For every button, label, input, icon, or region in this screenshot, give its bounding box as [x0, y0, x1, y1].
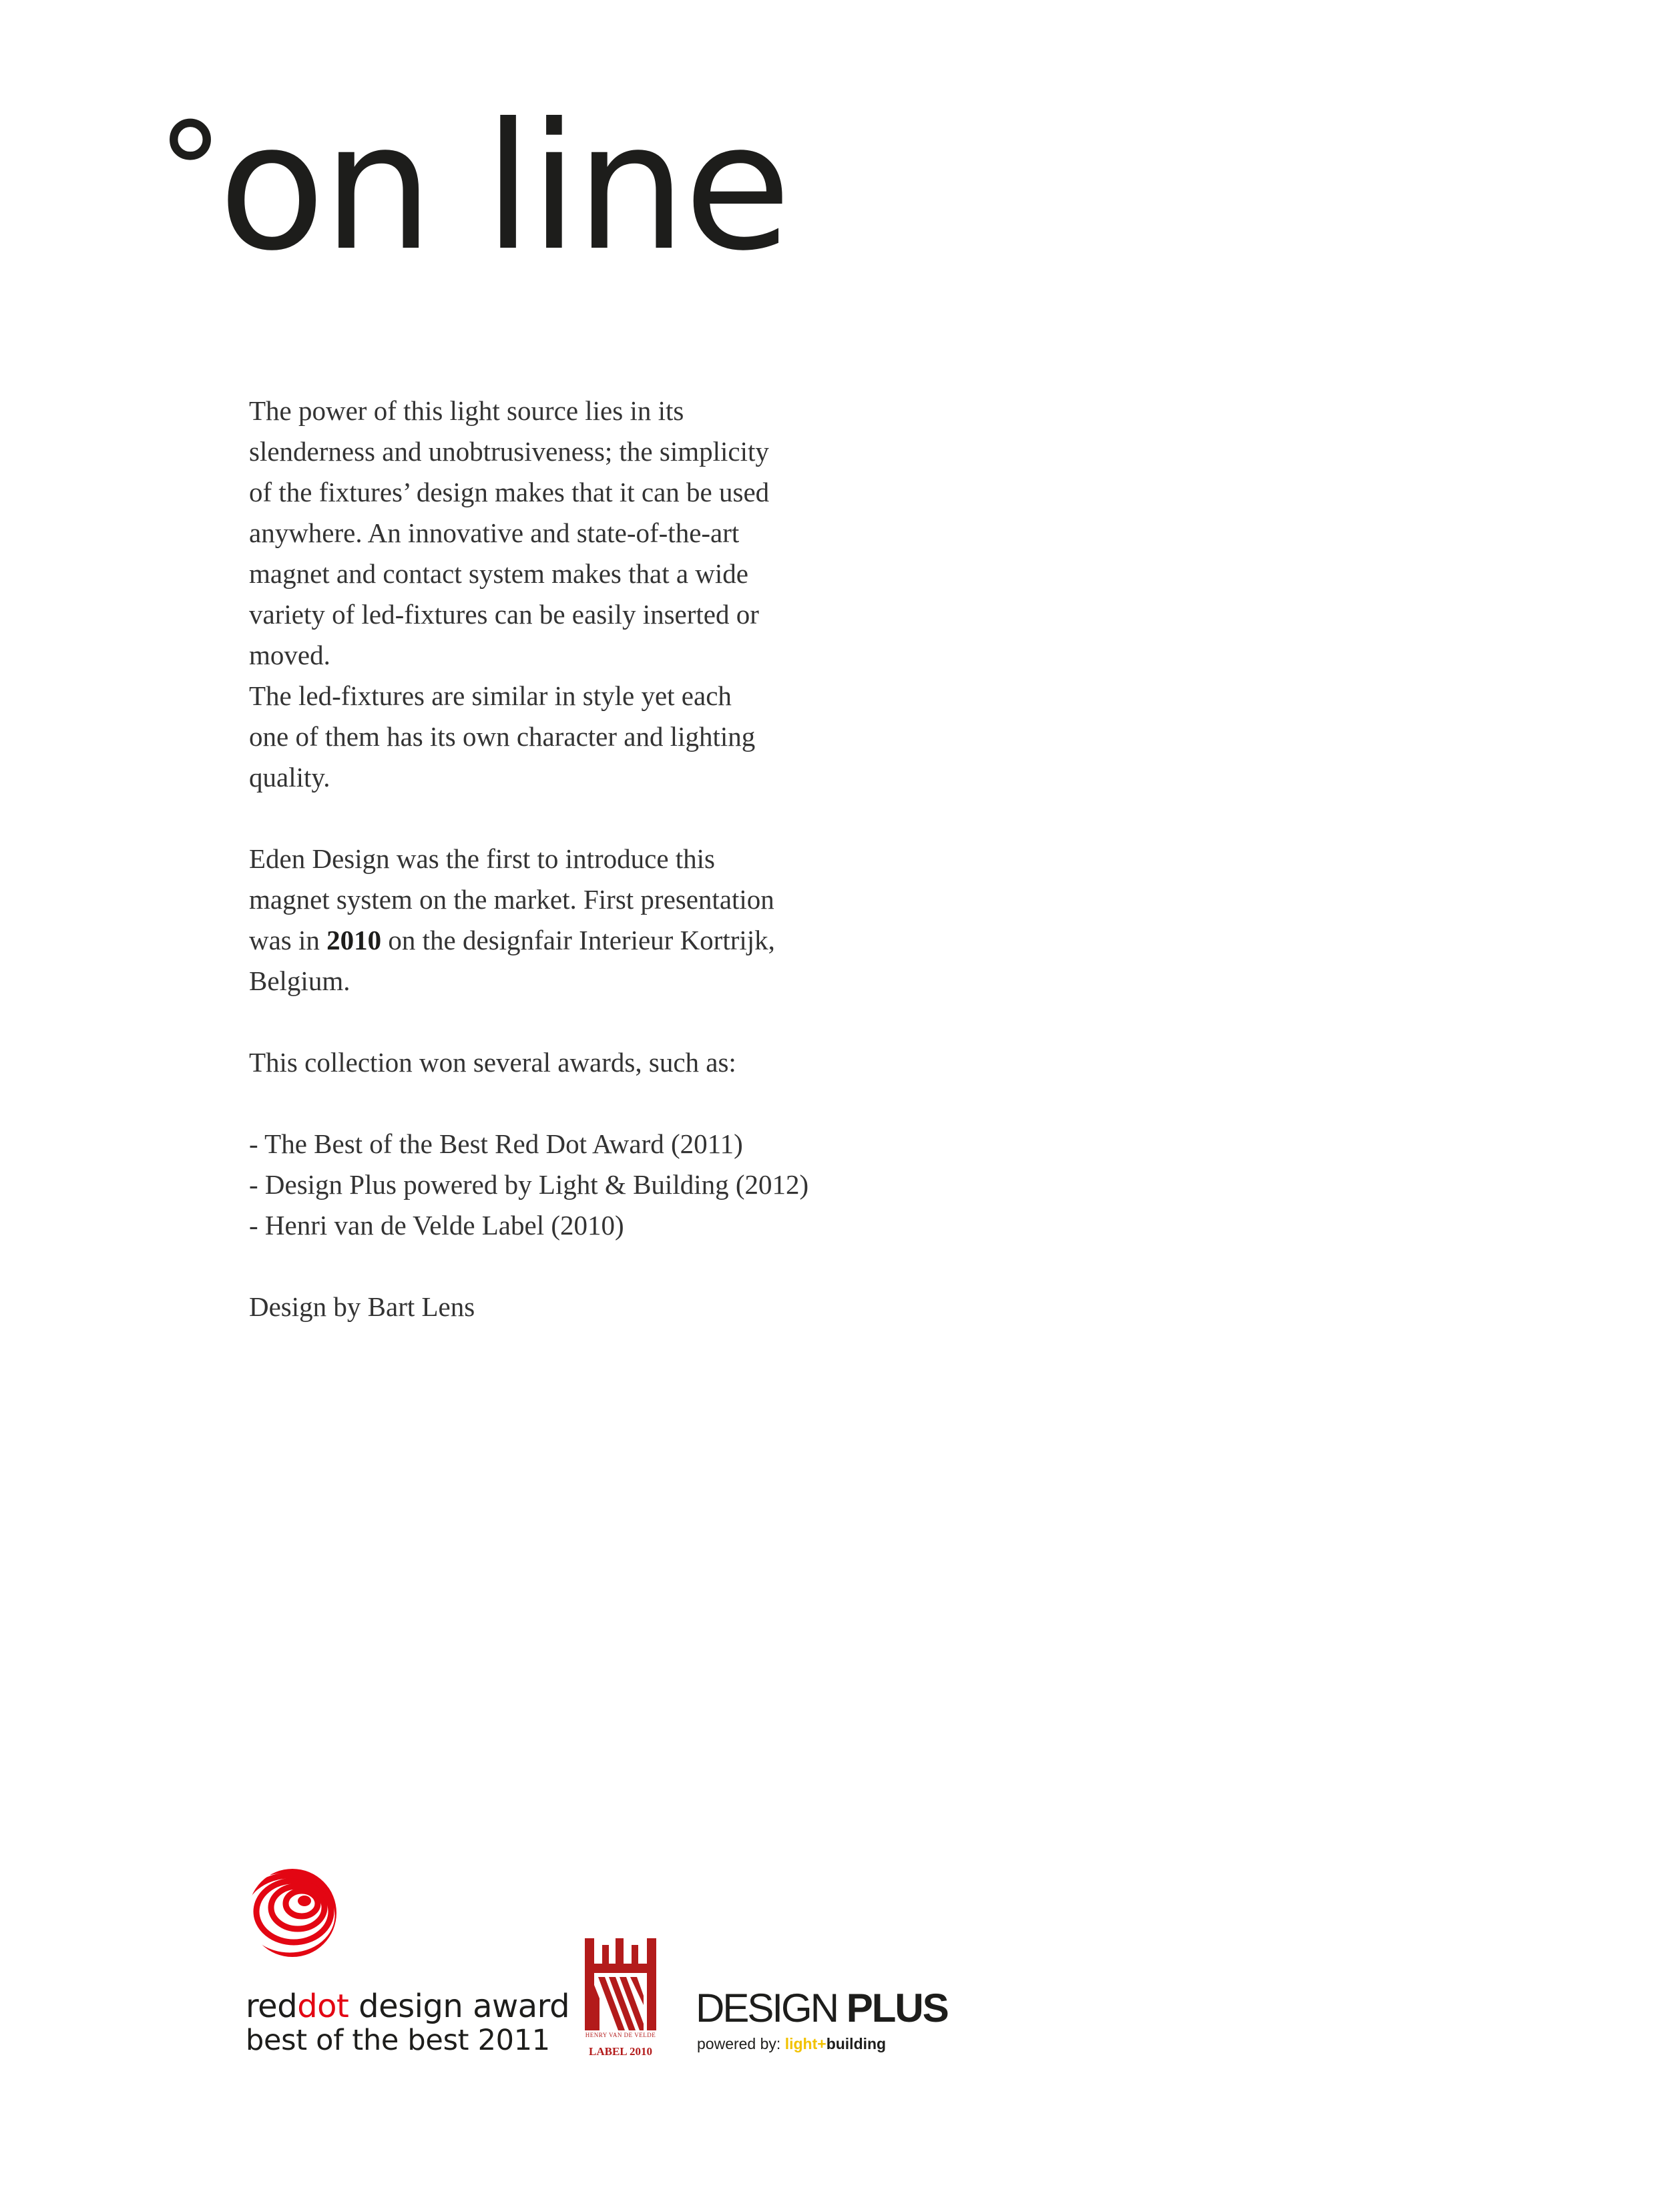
award-item: - The Best of the Best Red Dot Award (2011)	[249, 1128, 743, 1159]
paragraph-gap	[249, 1246, 917, 1287]
text-line: The led-fixtures are similar in style yet each	[249, 680, 732, 711]
paragraph-intro	[249, 391, 917, 798]
text-line: Eden Design was the first to introduce this	[249, 843, 716, 874]
degree-symbol: °	[157, 94, 224, 250]
reddot-dot: dot	[297, 1988, 349, 2025]
text-line: moved.	[249, 640, 330, 670]
page-title	[157, 85, 789, 289]
text-line: of the fixtures’ design makes that it can be used	[249, 477, 770, 507]
description	[249, 391, 917, 1327]
paragraph-gap	[249, 798, 917, 839]
paragraph-gap	[249, 1083, 917, 1124]
text-line: Belgium.	[249, 965, 350, 996]
text-line: magnet system on the market. First presentation	[249, 884, 774, 915]
hvdv-label: LABEL 2010	[589, 2045, 652, 2058]
plus-sign: +	[817, 2035, 826, 2052]
design-plus-powered-by	[697, 2034, 886, 2053]
design-word: DESIGN	[696, 1986, 847, 2030]
text-line: The power of this light source lies in its	[249, 395, 684, 426]
presentation-year: 2010	[326, 925, 382, 955]
hvdv-emblem-icon	[582, 1938, 659, 2030]
reddot-ball-icon	[246, 1866, 339, 1960]
designer-credit: Design by Bart Lens	[249, 1291, 475, 1322]
plus-word: PLUS	[846, 1986, 948, 2030]
light-word: light	[784, 2035, 818, 2052]
text-line: anywhere. An innovative and state-of-the-art	[249, 517, 740, 548]
text-line: quality.	[249, 762, 330, 793]
award-item: - Design Plus powered by Light & Building (2012)	[249, 1169, 809, 1200]
design-plus-logo	[696, 1986, 976, 2060]
reddot-award-logo	[246, 1866, 570, 2073]
reddot-design-award: design award	[348, 1988, 570, 2025]
reddot-tagline: best of the best 2011	[246, 2024, 550, 2057]
text-line: variety of led-fixtures can be easily inserted or	[249, 599, 759, 630]
building-word: building	[826, 2035, 887, 2052]
design-plus-wordmark	[696, 1986, 948, 2030]
awards-list	[249, 1124, 917, 1246]
awards-intro: This collection won several awards, such as:	[249, 1047, 736, 1078]
title-text: on line	[218, 85, 789, 289]
paragraph-history	[249, 839, 917, 1002]
powered-by-text: powered by:	[697, 2035, 785, 2052]
text-line: was in	[249, 925, 327, 955]
text-line: one of them has its own character and lighting	[249, 721, 756, 752]
text-line: slenderness and unobtrusiveness; the simplicity	[249, 436, 769, 467]
award-item: - Henri van de Velde Label (2010)	[249, 1210, 624, 1241]
henry-van-de-velde-logo	[582, 1938, 659, 2065]
reddot-red: red	[246, 1988, 298, 2025]
reddot-wordmark	[246, 1988, 569, 2025]
text-line: magnet and contact system makes that a wide	[249, 558, 749, 589]
hvdv-name: HENRY VAN DE VELDE	[585, 2032, 656, 2038]
paragraph-gap	[249, 1002, 917, 1042]
text-line: on the designfair Interieur Kortrijk,	[381, 925, 775, 955]
